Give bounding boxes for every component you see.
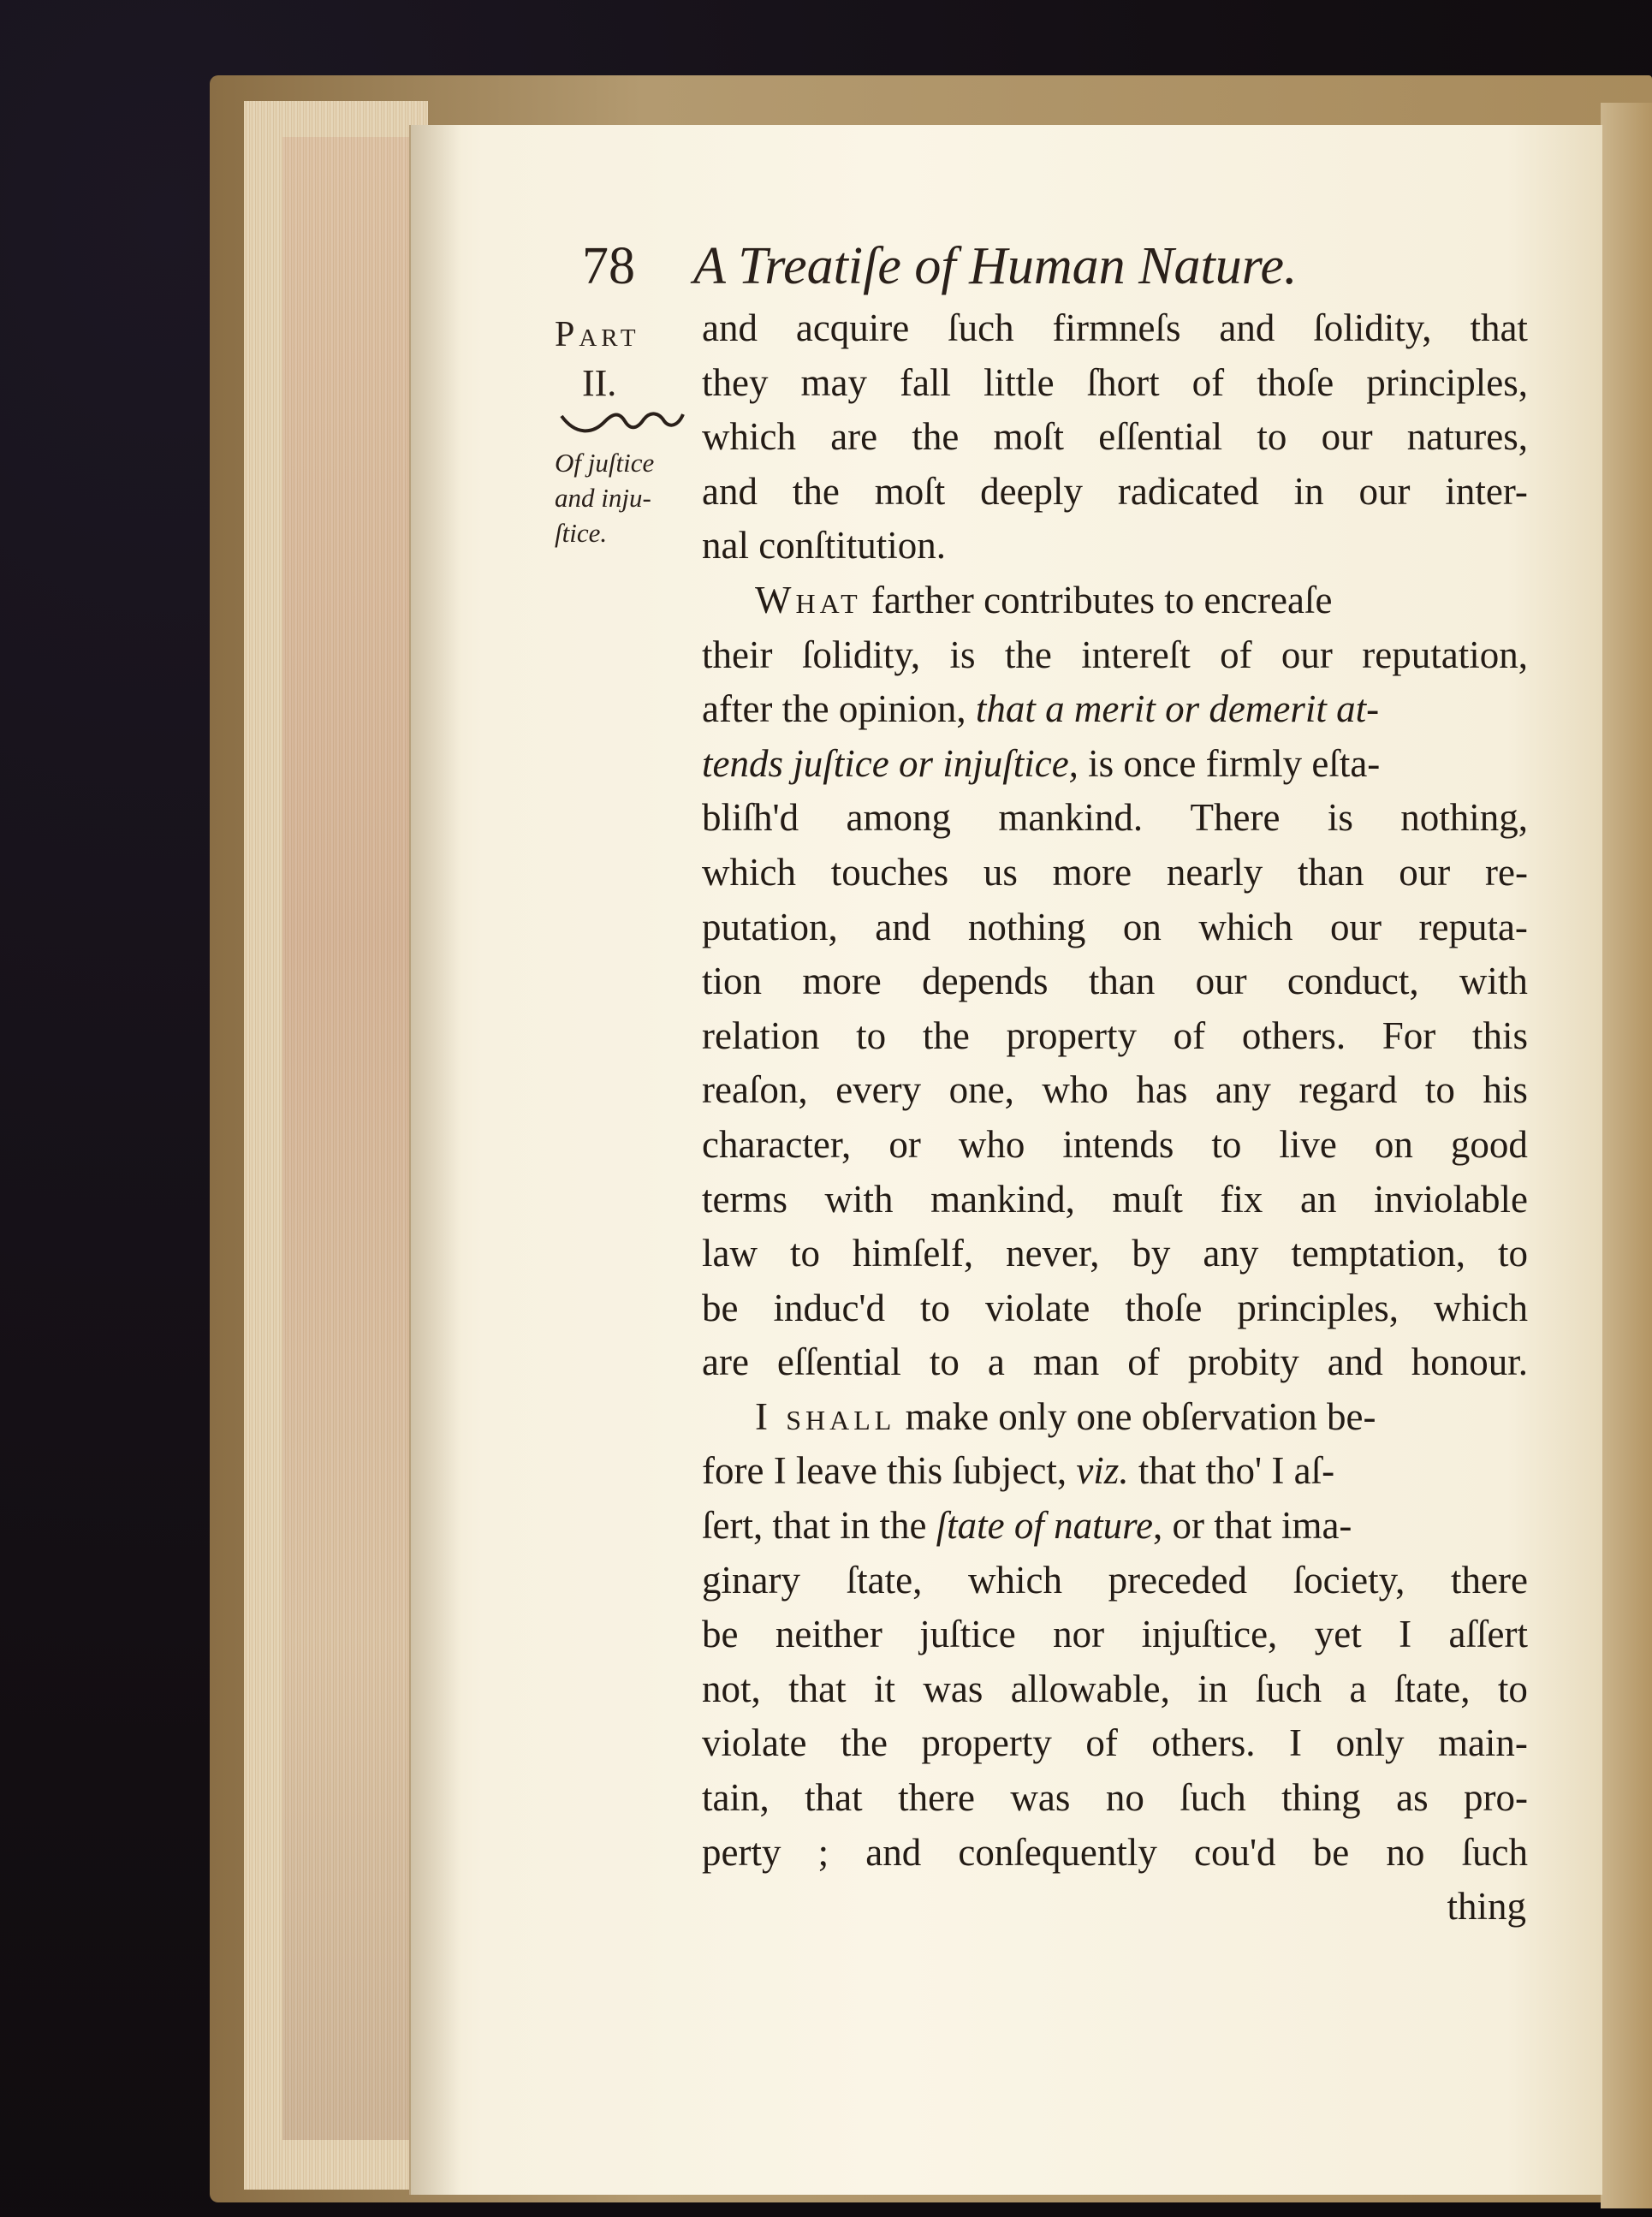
word: with [824, 1177, 894, 1221]
word: as [1396, 1776, 1429, 1820]
word: regard [1298, 1068, 1398, 1112]
word: which [702, 850, 796, 894]
word: yet [1314, 1613, 1362, 1656]
marginal-note-line: and inju- [555, 483, 651, 513]
word: ſuch [1180, 1776, 1246, 1820]
word: to [1211, 1122, 1242, 1166]
marginal-note [555, 445, 683, 550]
text-line [702, 1499, 1528, 1554]
word: ſuch [948, 306, 1014, 349]
word: ſhort [1086, 360, 1160, 404]
word: more [1052, 850, 1132, 894]
text-line [702, 1662, 1528, 1717]
word: nearly [1166, 850, 1263, 894]
word: touches [830, 850, 949, 894]
italic-span: viz. [1076, 1449, 1129, 1493]
page-number: 78 [582, 237, 635, 295]
word: our [1329, 905, 1382, 948]
word: reaſon, [702, 1068, 808, 1112]
ornament-icon [558, 409, 686, 435]
word: reputation, [1362, 633, 1528, 676]
word: his [1483, 1068, 1528, 1112]
word: preceded [1108, 1558, 1247, 1602]
word: For [1382, 1013, 1436, 1057]
word: and [1327, 1340, 1383, 1384]
word: has [1136, 1068, 1188, 1112]
text-line: nal conſtitution. [702, 524, 946, 568]
word: There [1190, 796, 1281, 840]
word: ; [817, 1830, 829, 1874]
margin-part-label: Part [555, 315, 640, 354]
word: not, [702, 1667, 761, 1710]
text-line [702, 1009, 1528, 1064]
word: than [1088, 960, 1156, 1003]
word: fix [1220, 1177, 1263, 1221]
word: ſociety, [1292, 1558, 1405, 1602]
text-line [702, 1771, 1528, 1826]
word: neither [775, 1613, 882, 1656]
text-line [702, 1335, 1528, 1390]
text-line [702, 1716, 1528, 1771]
word: probity [1187, 1340, 1299, 1384]
word: nothing [967, 905, 1086, 948]
word: our [1281, 633, 1333, 676]
text-span: make only one obſervation be- [895, 1394, 1376, 1438]
word: conſequently [958, 1830, 1157, 1874]
word: the [1004, 633, 1052, 676]
word: with [1459, 960, 1528, 1003]
word: principles, [1366, 360, 1528, 404]
word: to [1497, 1232, 1528, 1275]
word: to [919, 1286, 950, 1329]
word: to [1424, 1068, 1455, 1112]
word: relation [702, 1013, 820, 1057]
word: violate [702, 1721, 807, 1765]
word: eſſential [1098, 415, 1223, 459]
marginal-note-line: ſtice. [555, 518, 608, 548]
word: nor [1053, 1613, 1105, 1656]
word: thing [1281, 1776, 1361, 1820]
word: natures, [1406, 415, 1528, 459]
word: our [1358, 469, 1411, 513]
word: was [1010, 1776, 1071, 1820]
word: moſt [874, 469, 946, 513]
word: no [1386, 1830, 1425, 1874]
gutter-shadow [409, 125, 461, 2195]
word: never, [1006, 1232, 1100, 1275]
word: be [702, 1613, 739, 1656]
word: good [1450, 1122, 1528, 1166]
text-line [702, 1444, 1528, 1499]
word: of [1127, 1340, 1160, 1384]
word: reputa- [1418, 905, 1528, 948]
word: muſt [1112, 1177, 1183, 1221]
word: to [929, 1340, 960, 1384]
word: be [702, 1286, 739, 1329]
word: it [873, 1667, 895, 1710]
word: of [1191, 360, 1225, 404]
word: in [1293, 469, 1324, 513]
word: re- [1485, 850, 1528, 894]
word: the [922, 1013, 970, 1057]
word: who [1042, 1068, 1108, 1112]
word: any [1203, 1232, 1259, 1275]
margin-part-number: II. [582, 362, 617, 404]
word: of [1085, 1721, 1118, 1765]
text-line [702, 682, 1528, 737]
text-line [702, 954, 1528, 1009]
word: injuſtice, [1141, 1613, 1278, 1656]
text-line [702, 846, 1528, 900]
word: main- [1437, 1721, 1528, 1765]
word: by [1132, 1232, 1171, 1275]
word: firmneſs [1052, 306, 1181, 349]
word: to [789, 1232, 820, 1275]
text-span: after the opinion, [702, 687, 976, 731]
word: thoſe [1125, 1286, 1203, 1329]
text-line [702, 1281, 1528, 1336]
word: which [1198, 905, 1293, 948]
word: the [912, 415, 960, 459]
text-line [702, 1554, 1528, 1608]
catchword: thing [1447, 1885, 1526, 1929]
word: the [792, 469, 840, 513]
word: conduct, [1287, 960, 1419, 1003]
word: perty [702, 1830, 781, 1874]
small-caps-word: What [755, 578, 862, 621]
word: no [1105, 1776, 1144, 1820]
word: which [1433, 1286, 1528, 1329]
word: and [865, 1830, 922, 1874]
word: radicated [1117, 469, 1259, 513]
text-line [702, 628, 1528, 683]
text-line [702, 791, 1528, 846]
word: who [958, 1122, 1025, 1166]
word: any [1215, 1068, 1271, 1112]
text-line [702, 1608, 1528, 1662]
text-span: , or that ima- [1152, 1504, 1352, 1548]
word: and [702, 306, 758, 349]
word: allowable, [1010, 1667, 1170, 1710]
word: intends [1062, 1122, 1174, 1166]
word: inviolable [1374, 1177, 1528, 1221]
word: only [1335, 1721, 1405, 1765]
word: I [1288, 1721, 1302, 1765]
word: a [1349, 1667, 1367, 1710]
text-span: farther contributes to encreaſe [861, 578, 1333, 621]
word: are [830, 415, 878, 459]
word: that [1470, 306, 1528, 349]
word: is [949, 633, 976, 676]
word: juſtice [919, 1613, 1016, 1656]
word: which [702, 415, 796, 459]
running-head [582, 236, 1455, 297]
word: that [788, 1667, 847, 1710]
word: was [923, 1667, 983, 1710]
text-line [702, 465, 1528, 520]
word: ſuch [1255, 1667, 1322, 1710]
paragraph-opening [702, 574, 1528, 628]
text-line [702, 410, 1528, 465]
word: are [702, 1340, 749, 1384]
word: pro- [1464, 1776, 1528, 1820]
word: tain, [702, 1776, 770, 1820]
word: acquire [795, 306, 910, 349]
word: live [1279, 1122, 1337, 1166]
word: and [702, 469, 758, 513]
word: every [835, 1068, 922, 1112]
word: others. [1151, 1721, 1256, 1765]
word: a [987, 1340, 1005, 1384]
text-line [702, 301, 1528, 356]
text-span: ſert, that in the [702, 1504, 936, 1548]
text-line [702, 1826, 1528, 1881]
word: one, [948, 1068, 1014, 1112]
italic-span: that a merit or demerit at- [975, 687, 1380, 731]
text-line [702, 1118, 1528, 1173]
word: of [1220, 633, 1252, 676]
word: our [1321, 415, 1373, 459]
word: our [1399, 850, 1451, 894]
text-line [702, 1063, 1528, 1118]
foxing-stain [282, 137, 411, 2140]
paragraph-opening [702, 1390, 1528, 1445]
word: that [805, 1776, 863, 1820]
word: ſtate, [846, 1558, 923, 1602]
body-text [702, 301, 1528, 1935]
word: and [1219, 306, 1275, 349]
word: more [802, 960, 882, 1003]
word: our [1195, 960, 1247, 1003]
word: inter- [1445, 469, 1528, 513]
word: there [898, 1776, 975, 1820]
word: on [1122, 905, 1162, 948]
word: terms [702, 1177, 787, 1221]
word: aſſert [1448, 1613, 1528, 1656]
word: himſelf, [852, 1232, 974, 1275]
word: I [1399, 1613, 1412, 1656]
text-line [702, 900, 1528, 955]
word: in [1197, 1667, 1228, 1710]
word: or [888, 1122, 921, 1166]
text-line [702, 737, 1528, 792]
word: may [800, 360, 868, 404]
word: than [1298, 850, 1364, 894]
text-span: fore I leave this ſubject, [702, 1449, 1077, 1493]
text-line [702, 1227, 1528, 1281]
italic-span: tends juſtice or injuſtice, [702, 741, 1079, 785]
text-span: is once firmly eſta- [1078, 741, 1381, 785]
word: depends [922, 960, 1049, 1003]
word: eſſential [776, 1340, 901, 1384]
word: man [1032, 1340, 1100, 1384]
word: nothing, [1400, 796, 1528, 840]
word: ſolidity, [801, 633, 921, 676]
word: an [1299, 1177, 1337, 1221]
word: intereſt [1081, 633, 1191, 676]
word: they [702, 360, 769, 404]
facing-page-edge [1601, 103, 1652, 2208]
small-caps-word: I shall [755, 1394, 896, 1438]
word: is [1327, 796, 1353, 840]
word: to [1497, 1667, 1528, 1710]
word: bliſh'd [702, 796, 799, 840]
word: temptation, [1291, 1232, 1466, 1275]
word: induc'd [773, 1286, 886, 1329]
italic-span: ſtate of nature [936, 1504, 1153, 1548]
word: fall [900, 360, 952, 404]
word: law [702, 1232, 758, 1275]
word: cou'd [1193, 1830, 1276, 1874]
word: ſolidity, [1313, 306, 1432, 349]
word: the [840, 1721, 888, 1765]
word: to [1257, 415, 1287, 459]
word: which [967, 1558, 1062, 1602]
word: others. [1241, 1013, 1346, 1057]
word: violate [984, 1286, 1090, 1329]
word: to [856, 1013, 887, 1057]
word: character, [702, 1122, 852, 1166]
word: and [875, 905, 931, 948]
word: deeply [980, 469, 1084, 513]
marginal-note-line: Of juſtice [555, 448, 655, 478]
word: honour. [1411, 1340, 1528, 1384]
word: their [702, 633, 773, 676]
word: there [1451, 1558, 1528, 1602]
word: property [1006, 1013, 1137, 1057]
word: us [983, 850, 1018, 894]
word: on [1374, 1122, 1413, 1166]
text-line [702, 356, 1528, 411]
word: ginary [702, 1558, 800, 1602]
word: ſtate, [1394, 1667, 1471, 1710]
word: mankind. [998, 796, 1144, 840]
word: of [1173, 1013, 1206, 1057]
word: moſt [993, 415, 1065, 459]
text-line [702, 1173, 1528, 1227]
running-title: A Treatiſe of Human Nature. [693, 237, 1298, 295]
word: principles, [1237, 1286, 1399, 1329]
word: ſuch [1461, 1830, 1528, 1874]
word: little [983, 360, 1055, 404]
word: property [921, 1721, 1052, 1765]
text-span: that tho' I aſ- [1128, 1449, 1335, 1493]
word: tion [702, 960, 763, 1003]
word: mankind, [930, 1177, 1075, 1221]
word: among [846, 796, 951, 840]
word: be [1312, 1830, 1350, 1874]
word: this [1471, 1013, 1528, 1057]
word: thoſe [1257, 360, 1334, 404]
word: putation, [702, 905, 838, 948]
